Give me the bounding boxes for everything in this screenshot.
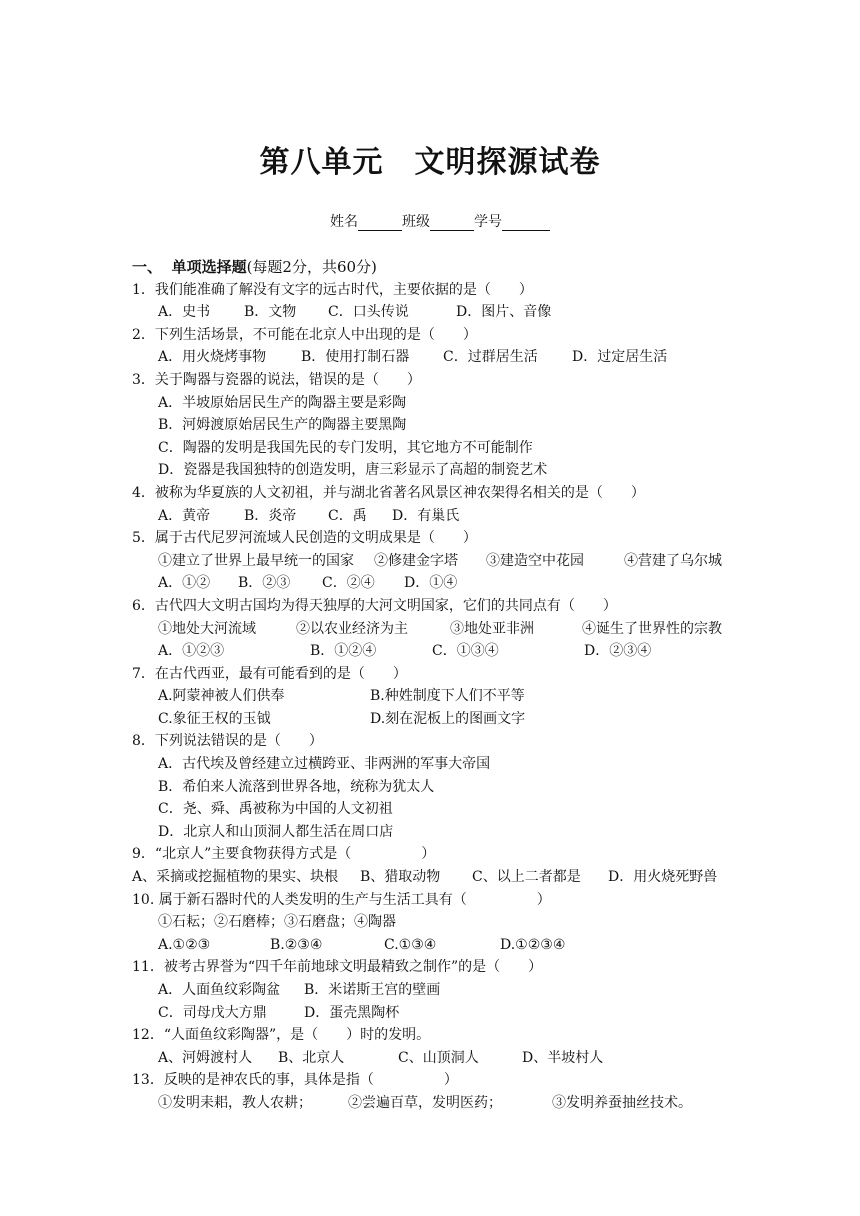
id-label: 学号 xyxy=(474,214,502,230)
options-row xyxy=(132,934,842,957)
question-stem: 1．我们能准确了解没有文字的远古时代，主要依据的是（ ） xyxy=(132,281,533,298)
options-row xyxy=(132,685,842,708)
option[interactable]: C.①③④ xyxy=(384,936,437,953)
option[interactable]: B、北京人 xyxy=(278,1049,345,1066)
option[interactable]: D．过定居生活 xyxy=(572,349,668,366)
option[interactable]: A．半坡原始居民生产的陶器主要是彩陶 xyxy=(158,394,407,411)
options-row xyxy=(132,979,842,1002)
option[interactable]: B．河姆渡原始居民生产的陶器主要黑陶 xyxy=(158,417,407,434)
statement: ④诞生了世界性的宗教 xyxy=(582,620,722,637)
question-stem: 10. 属于新石器时代的人类发明的生产与生活工具有（ ） xyxy=(132,891,551,908)
option[interactable]: A.阿蒙神被人们供奉 xyxy=(158,688,285,705)
options-row xyxy=(132,866,842,889)
option[interactable]: B.种姓制度下人们不平等 xyxy=(370,688,525,705)
option[interactable]: B．希伯来人流落到世界各地，统称为犹太人 xyxy=(158,778,435,795)
question-stem: 11．被考古界誉为“四千年前地球文明最精致之制作”的是（ ） xyxy=(132,959,543,976)
option[interactable]: D．北京人和山顶洞人都生活在周口店 xyxy=(158,823,394,840)
option[interactable]: C．司母戊大方鼎 xyxy=(158,1004,267,1021)
option[interactable]: B．②③ xyxy=(238,575,291,592)
statement: ③发明养蚕抽丝技术。 xyxy=(552,1094,692,1111)
options-row xyxy=(132,708,842,731)
option[interactable]: D．②③④ xyxy=(584,643,652,660)
question-stem: 2．下列生活场景，不可能在北京人中出现的是（ ） xyxy=(132,326,477,343)
option[interactable]: B、猎取动物 xyxy=(360,869,441,886)
statement: ②尝遍百草，发明医药； xyxy=(348,1094,502,1111)
option[interactable]: D．用火烧死野兽 xyxy=(608,869,718,886)
section-number: 一、 xyxy=(132,258,163,276)
option[interactable]: D．图片、音像 xyxy=(456,304,552,321)
option[interactable]: D．瓷器是我国独特的创造发明，唐三彩显示了高超的制瓷艺术 xyxy=(158,462,548,479)
option[interactable]: A．黄帝 xyxy=(158,507,211,524)
name-blank[interactable] xyxy=(358,216,402,231)
question-stem: 7．在古代西亚，最有可能看到的是（ ） xyxy=(132,665,407,682)
option[interactable]: D.①②③④ xyxy=(500,936,566,953)
option[interactable]: D、半坡村人 xyxy=(522,1049,604,1066)
question-stem: 13．反映的是神农氏的事，具体是指（ ） xyxy=(132,1072,458,1089)
class-label: 班级 xyxy=(402,214,430,230)
option[interactable]: C．口头传说 xyxy=(328,304,409,321)
section-title: 单项选择题 xyxy=(171,258,247,276)
option[interactable]: A．人面鱼纹彩陶盆 xyxy=(158,982,281,998)
statements-row xyxy=(132,550,842,573)
option[interactable]: C．过群居生活 xyxy=(443,349,538,366)
question-stem: 9．“北京人”主要食物获得方式是（ ） xyxy=(132,846,436,863)
option[interactable]: C、山顶洞人 xyxy=(398,1049,479,1066)
option[interactable]: C．①③④ xyxy=(432,643,499,660)
question-stem: 4．被称为华夏族的人文初祖，并与湖北省著名风景区神农架得名相关的是（ ） xyxy=(132,484,645,501)
option[interactable]: D．①④ xyxy=(404,575,458,592)
question-stem: 8．下列说法错误的是（ ） xyxy=(132,733,323,750)
question-stem: 3．关于陶器与瓷器的说法，错误的是（ ） xyxy=(132,371,421,388)
page-title: 第八单元 文明探源试卷 xyxy=(259,145,601,180)
options-row xyxy=(132,1002,842,1025)
option[interactable]: D.刻在泥板上的图画文字 xyxy=(370,710,526,727)
option[interactable]: C．尧、舜、禹被称为中国的人文初祖 xyxy=(158,801,393,818)
option[interactable]: D．有巢氏 xyxy=(392,507,460,524)
option[interactable]: A、采摘或挖掘植物的果实、块根 xyxy=(132,869,339,886)
option[interactable]: B.②③④ xyxy=(270,936,323,953)
statement: ③建造空中花园 xyxy=(486,552,584,569)
option[interactable]: A．用火烧烤事物 xyxy=(158,349,267,366)
question-list xyxy=(132,256,842,1115)
option[interactable]: C.象征王权的玉钺 xyxy=(158,710,271,727)
statement: ①石耘；②石磨棒；③石磨盘；④陶器 xyxy=(158,914,396,931)
statements-row xyxy=(132,1092,842,1115)
statement: ①建立了世界上最早统一的国家 xyxy=(158,552,354,569)
student-info xyxy=(330,211,550,231)
question-stem: 12．“人面鱼纹彩陶器”，是（ ）时的发明。 xyxy=(132,1027,431,1044)
options-row xyxy=(132,572,842,595)
statement: ③地处亚非洲 xyxy=(450,620,534,637)
statement: ②以农业经济为主 xyxy=(296,620,408,637)
options-row xyxy=(132,505,842,528)
statement: ①地处大河流域 xyxy=(158,620,256,637)
id-blank[interactable] xyxy=(502,216,550,231)
option[interactable]: C．禹 xyxy=(328,507,367,524)
options-row xyxy=(132,346,842,369)
statement: ④营建了乌尔城 xyxy=(624,552,722,569)
option[interactable]: B．米诺斯王宫的壁画 xyxy=(304,982,441,998)
options-row xyxy=(132,301,842,324)
question-stem: 5．属于古代尼罗河流域人民创造的文明成果是（ ） xyxy=(132,530,477,547)
option[interactable]: B．文物 xyxy=(244,304,297,321)
options-row xyxy=(132,640,842,663)
statement: ②修建金字塔 xyxy=(374,552,458,569)
option[interactable]: B．①②④ xyxy=(310,643,377,660)
question-stem: 6．古代四大文明古国均为得天独厚的大河文明国家，它们的共同点有（ ） xyxy=(132,597,617,614)
statement: ①发明耒耜，教人农耕； xyxy=(158,1094,312,1111)
option[interactable]: A．①② xyxy=(158,575,211,592)
option[interactable]: C．②④ xyxy=(322,575,375,592)
option[interactable]: B．使用打制石器 xyxy=(301,349,410,366)
class-blank[interactable] xyxy=(430,216,474,231)
option[interactable]: C．陶器的发明是我国先民的专门发明，其它地方不可能制作 xyxy=(158,439,533,456)
option[interactable]: A．史书 xyxy=(158,304,211,321)
section-note: (每题2分，共60分) xyxy=(246,258,377,276)
option[interactable]: A．古代埃及曾经建立过横跨亚、非两洲的军事大帝国 xyxy=(158,756,491,773)
option[interactable]: C、以上二者都是 xyxy=(472,869,581,886)
option[interactable]: D．蛋壳黑陶杯 xyxy=(304,1004,400,1021)
option[interactable]: A、河姆渡村人 xyxy=(158,1049,253,1066)
option[interactable]: B．炎帝 xyxy=(244,507,297,524)
option[interactable]: A.①②③ xyxy=(158,936,211,953)
option[interactable]: A．①②③ xyxy=(158,643,225,660)
section-heading xyxy=(132,256,842,279)
statements-row xyxy=(132,618,842,641)
options-row xyxy=(132,1047,842,1070)
name-label: 姓名 xyxy=(330,214,358,230)
